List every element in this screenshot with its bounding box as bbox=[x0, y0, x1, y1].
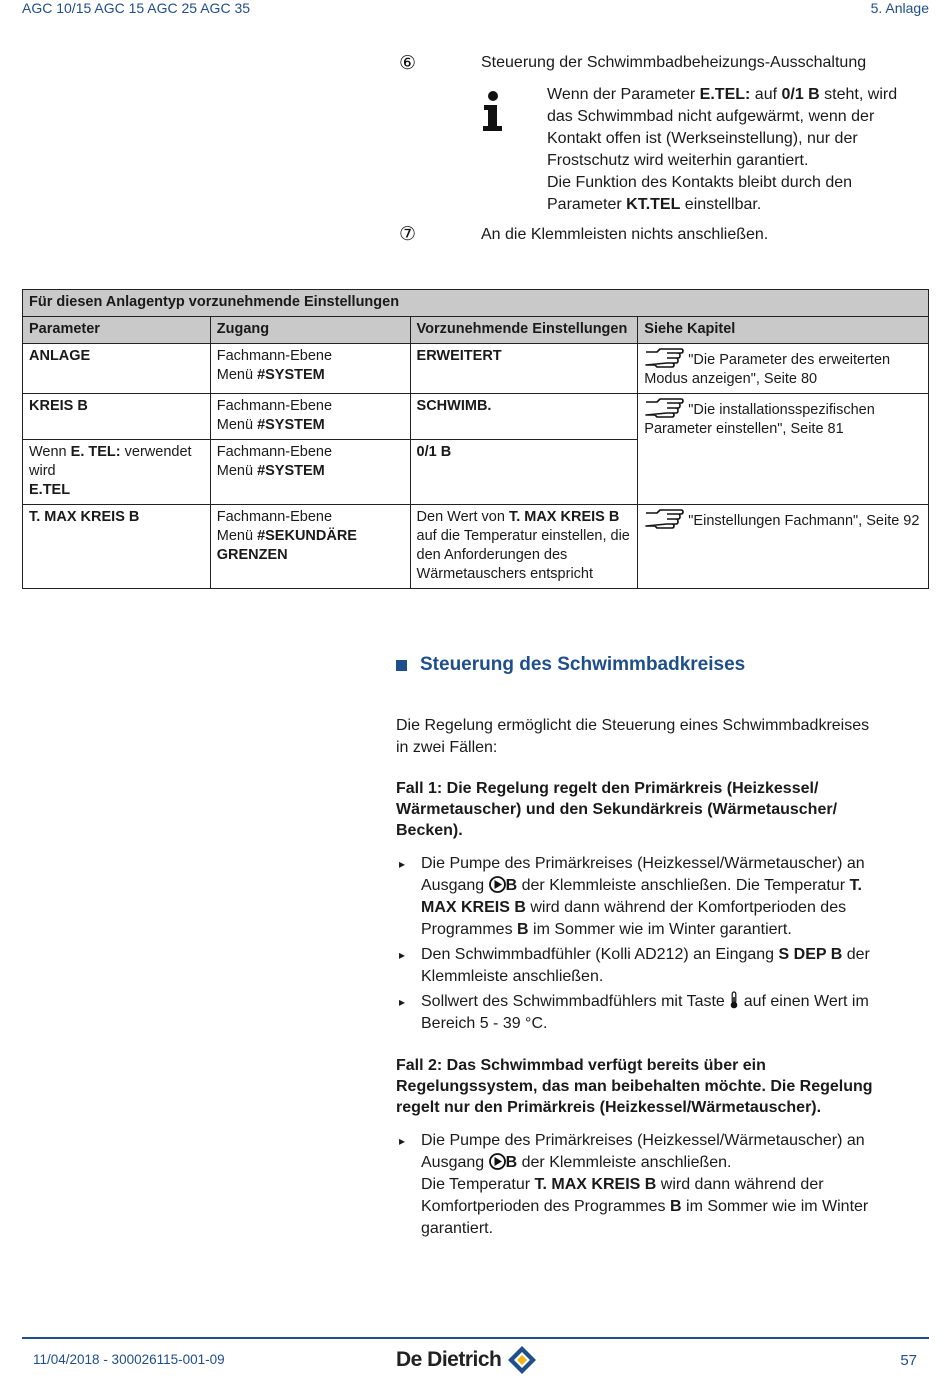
pointing-hand-icon bbox=[644, 508, 684, 530]
pointing-hand-icon bbox=[644, 347, 684, 369]
list-item: ▸ Die Pumpe des Primärkreises (Heizkessel/Wärmetauscher) an Ausgang B der Klemmleiste anschließen. Die Temperatur T. MAX KREIS B wird dann während der Komfortperioden des Programmes B im Sommer wie im Winter garantiert. bbox=[399, 855, 865, 938]
info-icon bbox=[478, 90, 508, 132]
footer-rule bbox=[22, 1337, 929, 1339]
setting-cell: ERWEITERT bbox=[410, 344, 638, 394]
section-square-bullet bbox=[396, 660, 407, 671]
case-1-heading: Fall 1: Die Regelung regelt den Primärkreis (Heizkessel/ Wärmetauscher) und den Sekundärkreis (Wärmetauscher/ Becken). bbox=[396, 780, 838, 839]
settings-table bbox=[22, 289, 929, 589]
param-cell: KREIS B bbox=[23, 394, 211, 440]
triangle-bullet-icon: ▸ bbox=[399, 1134, 406, 1148]
section-body bbox=[396, 715, 936, 1240]
case-2-heading: Fall 2: Das Schwimmbad verfügt bereits über ein Regelungssystem, das man beibehalten möchte. Die Regelung regelt nur den Primärkreis (Heizkessel/Wärmetauscher). bbox=[396, 1057, 873, 1116]
triangle-bullet-icon: ▸ bbox=[399, 948, 406, 962]
param-cell: ANLAGE bbox=[23, 344, 211, 394]
list-item: ▸ Die Pumpe des Primärkreises (Heizkessel/Wärmetauscher) an Ausgang B der Klemmleiste anschließen. Die Temperatur T. MAX KREIS B wird dann während der Komfortperioden des Programmes B im Sommer wie im Winter garantiert. bbox=[399, 1132, 869, 1237]
triangle-bullet-icon: ▸ bbox=[399, 995, 406, 1009]
brand-diamond-icon bbox=[506, 1344, 538, 1376]
brand-wordmark: De Dietrich bbox=[396, 1348, 502, 1371]
callout-marker-6: ⑥ bbox=[399, 53, 417, 74]
setting-cell: Den Wert von T. MAX KREIS B auf die Temperatur einstellen, die den Anforderungen des Wärmetauschers entspricht bbox=[410, 505, 638, 589]
page-number: 57 bbox=[900, 1352, 917, 1369]
table-header-row bbox=[23, 317, 929, 344]
table-caption-row bbox=[23, 290, 929, 317]
access-cell: Fachmann-Ebene Menü #SYSTEM bbox=[210, 440, 410, 505]
column-header: Parameter bbox=[23, 317, 211, 344]
info-note-line-2: das Schwimmbad nicht aufgewärmt, wenn der bbox=[547, 108, 875, 125]
param-cell: Wenn E. TEL: verwendet wird E.TEL bbox=[23, 440, 211, 505]
pump-output-icon bbox=[489, 876, 506, 893]
column-header: Siehe Kapitel bbox=[638, 317, 929, 344]
access-cell: Fachmann-Ebene Menü #SEKUNDÄRE GRENZEN bbox=[210, 505, 410, 589]
item7-text: An die Klemmleisten nichts anschließen. bbox=[481, 226, 769, 243]
table-row bbox=[23, 394, 929, 440]
param-cell: T. MAX KREIS B bbox=[23, 505, 211, 589]
thermometer-icon bbox=[729, 991, 739, 1009]
info-note-line-4: Frostschutz wird weiterhin garantiert. bbox=[547, 152, 809, 169]
brand-logo bbox=[396, 1344, 538, 1376]
section-title: Steuerung des Schwimmbadkreises bbox=[420, 654, 746, 675]
info-note-line-3: Kontakt offen ist (Werkseinstellung), nur der bbox=[547, 130, 858, 147]
reference-cell: "Die installationsspezifischen Parameter einstellen", Seite 81 bbox=[638, 394, 929, 505]
access-cell: Fachmann-Ebene Menü #SYSTEM bbox=[210, 344, 410, 394]
pointing-hand-icon bbox=[644, 397, 684, 419]
header-section: 5. Anlage bbox=[870, 0, 929, 16]
table-row bbox=[23, 344, 929, 394]
intro-line-2: in zwei Fällen: bbox=[396, 739, 498, 756]
triangle-bullet-icon: ▸ bbox=[399, 857, 406, 871]
column-header: Zugang bbox=[210, 317, 410, 344]
list-item: ▸ Den Schwimmbadfühler (Kolli AD212) an Eingang S DEP B der Klemmleiste anschließen. bbox=[399, 946, 870, 985]
header-doc-title: AGC 10/15 AGC 15 AGC 25 AGC 35 bbox=[22, 0, 251, 16]
column-header: Vorzunehmende Einstellungen bbox=[410, 317, 638, 344]
intro-line-1: Die Regelung ermöglicht die Steuerung eines Schwimmbadkreises bbox=[396, 717, 870, 734]
callout-marker-7: ⑦ bbox=[399, 224, 417, 245]
info-note bbox=[547, 84, 937, 216]
list-item: ▸ Sollwert des Schwimmbadfühlers mit Taste auf einen Wert im Bereich 5 - 39 °C. bbox=[399, 993, 869, 1032]
info-note-line-1: Wenn der Parameter E.TEL: auf 0/1 B steht, wird bbox=[547, 86, 898, 103]
footer-doc-ref: 11/04/2018 - 300026115-001-09 bbox=[33, 1352, 225, 1367]
setting-cell: 0/1 B bbox=[410, 440, 638, 505]
item6-title: Steuerung der Schwimmbadbeheizungs-Ausschaltung bbox=[481, 54, 867, 71]
setting-cell: SCHWIMB. bbox=[410, 394, 638, 440]
info-note-line-6: Parameter KT.TEL einstellbar. bbox=[547, 196, 762, 213]
pump-output-icon bbox=[489, 1153, 506, 1170]
table-caption: Für diesen Anlagentyp vorzunehmende Einstellungen bbox=[23, 290, 929, 317]
reference-cell: "Die Parameter des erweiterten Modus anzeigen", Seite 80 bbox=[638, 344, 929, 394]
info-note-line-5: Die Funktion des Kontakts bleibt durch den bbox=[547, 174, 853, 191]
table-row bbox=[23, 505, 929, 589]
access-cell: Fachmann-Ebene Menü #SYSTEM bbox=[210, 394, 410, 440]
reference-cell: "Einstellungen Fachmann", Seite 92 bbox=[638, 505, 929, 589]
